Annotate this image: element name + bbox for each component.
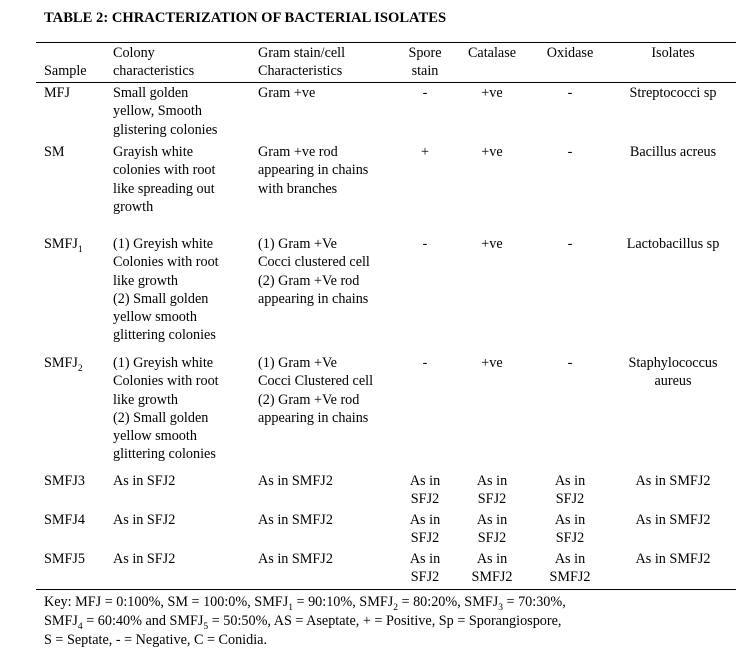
cell-colony: As in SFJ2 (113, 512, 176, 528)
cell-spore: As in SFJ2 (409, 551, 441, 586)
table-top-rule (36, 42, 736, 43)
header-sample: Sample (44, 63, 87, 79)
key-line-2: $SMFJ_4$ = 60:40% and $SMFJ_5$ = 50:50%, AS = Aseptate, + = Positive, Sp = Sporangiospore, (44, 613, 562, 632)
header-catalase: Catalase (467, 45, 517, 61)
cell-colony: (1) Greyish white Colonies with root like growth (2) Small golden yellow smooth glittering colonies (113, 236, 219, 344)
cell-sample: $SMFJ_2$ (44, 355, 83, 374)
cell-colony: As in SFJ2 (113, 473, 176, 489)
cell-spore: As in SFJ2 (409, 512, 441, 547)
cell-gram: Gram +ve (258, 85, 316, 101)
cell-catalase: As in SFJ2 (476, 473, 508, 508)
cell-spore: - (422, 355, 428, 371)
cell-isolate: As in SMFJ2 (635, 512, 711, 528)
cell-gram: As in SMFJ2 (258, 551, 333, 567)
cell-gram: As in SMFJ2 (258, 512, 333, 528)
cell-oxidase: As in SFJ2 (554, 512, 586, 547)
cell-colony: (1) Greyish white Colonies with root like growth (2) Small golden yellow smooth glittering colonies (113, 355, 219, 463)
cell-sample: SM (44, 144, 65, 160)
cell-oxidase: As in SMFJ2 (549, 551, 591, 586)
cell-spore: - (422, 236, 428, 252)
cell-gram: Gram +ve rod appearing in chains with branches (258, 144, 369, 197)
cell-sample: MFJ (44, 85, 71, 101)
cell-isolate: As in SMFJ2 (635, 473, 711, 489)
cell-sample: SMFJ5 (44, 551, 86, 567)
cell-catalase: +ve (481, 355, 503, 371)
key-line-3: S = Septate, - = Negative, C = Conidia. (44, 632, 267, 648)
header-colony: Colony characteristics (113, 45, 195, 80)
cell-colony: Grayish white colonies with root like spreading out growth (113, 144, 216, 215)
cell-gram: As in SMFJ2 (258, 473, 333, 489)
header-rule (36, 82, 736, 83)
cell-isolate: Streptococci sp (629, 85, 717, 101)
table-bottom-rule (36, 589, 736, 590)
cell-catalase: As in SMFJ2 (471, 551, 513, 586)
cell-isolate: As in SMFJ2 (635, 551, 711, 567)
header-oxidase: Oxidase (546, 45, 594, 61)
cell-spore: As in SFJ2 (409, 473, 441, 508)
cell-isolate: Bacillus acreus (629, 144, 717, 160)
cell-colony: As in SFJ2 (113, 551, 176, 567)
header-isolates: Isolates (651, 45, 695, 61)
cell-catalase: As in SFJ2 (476, 512, 508, 547)
cell-isolate: Staphylococcus aureus (628, 355, 718, 390)
cell-oxidase: As in SFJ2 (554, 473, 586, 508)
header-gram: Gram stain/cell Characteristics (258, 45, 346, 80)
cell-catalase: +ve (481, 85, 503, 101)
cell-oxidase: - (567, 236, 573, 252)
cell-gram: (1) Gram +Ve Cocci clustered cell (2) Gram +Ve rod appearing in chains (258, 236, 370, 307)
cell-catalase: +ve (481, 236, 503, 252)
cell-sample: $SMFJ_1$ (44, 236, 83, 255)
header-spore: Spore stain (408, 45, 442, 80)
cell-oxidase: - (567, 355, 573, 371)
key-line-1: Key: MFJ = 0:100%, SM = 100:0%, $SMFJ_1$ = 90:10%, $SMFJ_2$ = 80:20%, $SMFJ_3$ = 70:30%, (44, 594, 566, 613)
cell-gram: (1) Gram +Ve Cocci Clustered cell (2) Gram +Ve rod appearing in chains (258, 355, 374, 426)
table-title: TABLE 2: CHRACTERIZATION OF BACTERIAL ISOLATES (44, 10, 447, 26)
cell-spore: + (420, 144, 429, 160)
cell-oxidase: - (567, 85, 573, 101)
table-key (44, 593, 734, 650)
cell-sample: SMFJ4 (44, 512, 86, 528)
cell-sample: SMFJ3 (44, 473, 86, 489)
cell-spore: - (422, 85, 428, 101)
cell-oxidase: - (567, 144, 573, 160)
cell-colony: Small golden yellow, Smooth glistering colonies (113, 85, 218, 138)
cell-catalase: +ve (481, 144, 503, 160)
cell-isolate: Lactobacillus sp (626, 236, 720, 252)
